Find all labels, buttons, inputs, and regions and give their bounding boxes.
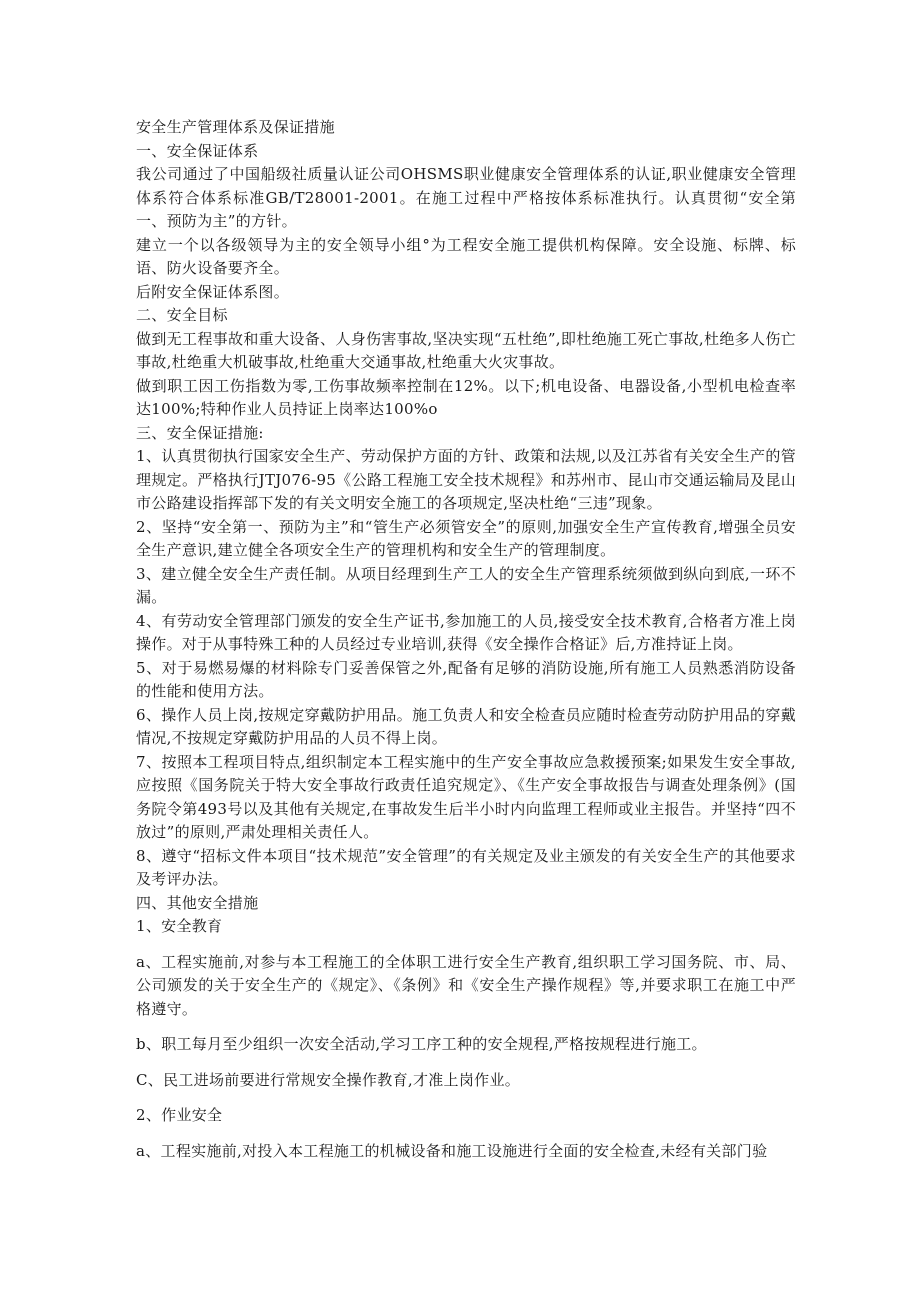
work-safety-item-a: a、工程实施前,对投入本工程施工的机械设备和施工设施进行全面的安全检查,未经有关部门验 — [136, 1141, 768, 1160]
subsection-safety-education-heading: 1、安全教育 — [136, 917, 223, 935]
measure-item-2: 2、坚持“安全第一、预防为主”和“管生产必须管安全”的原则,加强安全生产宣传教育,增强全员安全生产意识,建立健全各项安全生产的管理机构和安全生产的管理制度。 — [136, 517, 796, 559]
safety-education-item-a: a、工程实施前,对参与本工程施工的全体职工进行安全生产教育,组织职工学习国务院、市、局、公司颁发的关于安全生产的《规定》、《条例》和《安全生产操作规程》等,并要求职工在施工中严格遵守。 — [136, 952, 796, 1018]
section1-paragraph-1: 我公司通过了中国船级社质量认证公司OHSMS职业健康安全管理体系的认证,职业健康安全管理体系符合体系标准GB/T28001-2001。在施工过程中严格按体系标准执行。认真贯彻“安全第一、预防为主”的方针。 — [136, 165, 796, 230]
section2-paragraph-1: 做到无工程事故和重大设备、人身伤害事故,坚决实现“五杜绝”,即杜绝施工死亡事故,杜绝多人伤亡事故,杜绝重大机破事故,杜绝重大交通事故,杜绝重大火灾事故。 — [136, 329, 796, 371]
measure-item-5: 5、对于易燃易爆的材料除专门妥善保管之外,配备有足够的消防设施,所有施工人员熟悉消防设备的性能和使用方法。 — [136, 658, 796, 700]
document-title: 安全生产管理体系及保证措施 — [136, 118, 335, 136]
section1-heading: 一、安全保证体系 — [136, 141, 259, 160]
measure-item-6: 6、操作人员上岗,按规定穿戴防护用品。施工负责人和安全检查员应随时检查劳动防护用品的穿戴情况,不按规定穿戴防护用品的人员不得上岗。 — [136, 705, 796, 747]
section1-paragraph-3: 后附安全保证体系图。 — [136, 282, 290, 301]
section2-paragraph-2: 做到职工因工伤指数为零,工伤事故频率控制在12%。以下;机电设备、电器设备,小型机电检查率达100%;特种作业人员持证上岗率达100%o — [136, 376, 796, 418]
safety-education-item-c: C、民工进场前要进行常规安全操作教育,才准上岗作业。 — [136, 1070, 521, 1089]
measure-item-8: 8、遵守“招标文件本项目“技术规范”安全管理”的有关规定及业主颁发的有关安全生产的其他要求及考评办法。 — [136, 846, 796, 888]
measure-item-3: 3、建立健全安全生产责任制。从项目经理到生产工人的安全生产管理系统须做到纵向到底,一环不漏。 — [136, 564, 796, 606]
section2-heading: 二、安全目标 — [136, 306, 228, 324]
measure-item-7: 7、按照本工程项目特点,组织制定本工程实施中的生产安全事故应急救援预案;如果发生安全事故,应按照《国务院关于特大安全事故行政责任追究规定》、《生产安全事故报告与调查处理条例》(国务院令第493号以及其他有关规定,在事故发生后半小时内向监理工程师或业主报告。并坚持“四不放过”的原则,严肃处理相关责任人。 — [136, 752, 796, 841]
section4-heading: 四、其他安全措施 — [136, 893, 259, 912]
measure-item-1: 1、认真贯彻执行国家安全生产、劳动保护方面的方针、政策和法规,以及江苏省有关安全生产的管理规定。严格执行JTJ076-95《公路工程施工安全技术规程》和苏州市、昆山市交通运输局及昆山市公路建设指挥部下发的有关文明安全施工的各项规定,坚决杜绝“三违”现象。 — [136, 447, 796, 512]
document-body — [136, 116, 796, 1163]
subsection-work-safety-heading: 2、作业安全 — [136, 1106, 223, 1124]
section3-heading: 三、安全保证措施: — [136, 423, 264, 442]
measure-item-4: 4、有劳动安全管理部门颁发的安全生产证书,参加施工的人员,接受安全技术教育,合格者方准上岗操作。对于从事特殊工种的人员经过专业培训,获得《安全操作合格证》后,方准持证上岗。 — [136, 611, 796, 653]
section1-paragraph-2: 建立一个以各级领导为主的安全领导小组°为工程安全施工提供机构保障。安全设施、标牌、标语、防火设备要齐全。 — [136, 235, 796, 277]
safety-education-item-b: b、职工每月至少组织一次安全活动,学习工序工种的安全规程,严格按规程进行施工。 — [136, 1035, 707, 1053]
